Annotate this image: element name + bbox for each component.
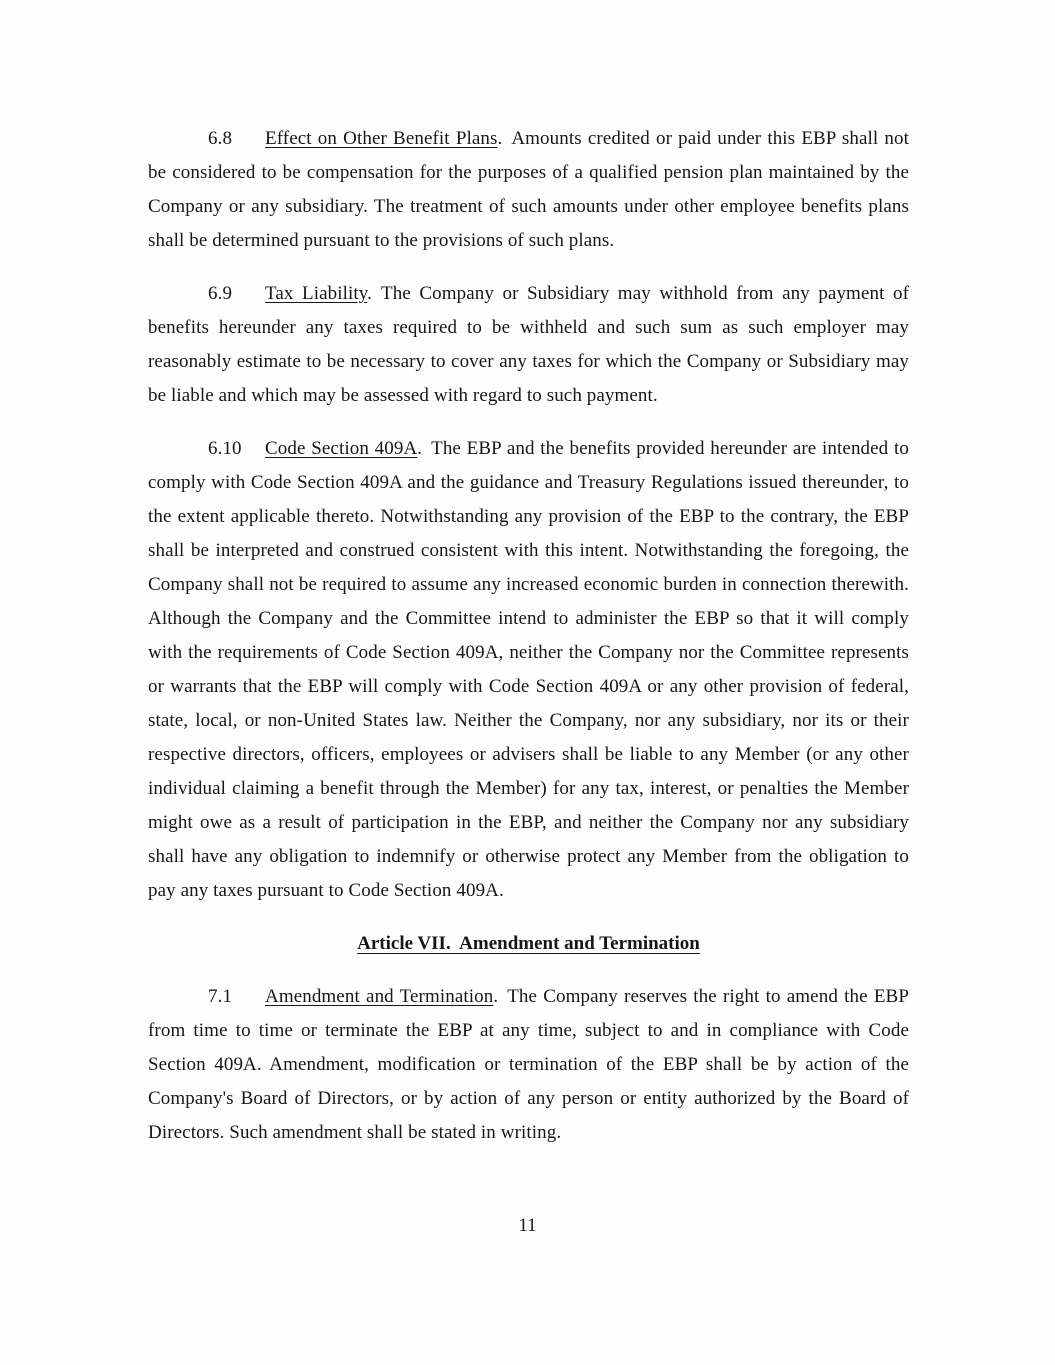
section-body: The Company or Subsidiary may withhold from any payment of benefits hereunder any taxes required to be withheld and such sum as such employer may reasonably estimate to be necessary to cover any taxes for which the Company or Subsidiary may be liable and which may be assessed with regard to such payment. [148, 283, 909, 406]
section-6-9 [148, 277, 909, 413]
section-7-1 [148, 980, 909, 1150]
section-number: 7.1 [208, 986, 233, 1007]
section-title: Effect on Other Benefit Plans [265, 128, 498, 149]
section-body: The EBP and the benefits provided hereunder are intended to comply with Code Section 409A and the guidance and Treasury Regulations issued thereunder, to the extent applicable thereto. Notwithstanding any provision of the EBP to the contrary, the EBP shall be interpreted and construed consistent with this intent. Notwithstanding the foregoing, the Company shall not be required to assume any increased economic burden in connection therewith. Although the Company and the Committee intend to administer the EBP so that it will comply with the requirements of Code Section 409A, neither the Company nor the Committee represents or warrants that the EBP will comply with Code Section 409A or any other provision of federal, state, local, or non-United States law. Neither the Company, nor any subsidiary, nor its or their respective directors, officers, employees or advisers shall be liable to any Member (or any other individual claiming a benefit through the Member) for any tax, interest, or penalties the Member might owe as a result of participation in the EBP, and neither the Company nor any subsidiary shall have any obligation to indemnify or otherwise protect any Member from the obligation to pay any taxes pursuant to Code Section 409A. [148, 438, 909, 901]
section-body: Amounts credited or paid under this EBP shall not be considered to be compensation for the purposes of a qualified pension plan maintained by the Company or any subsidiary. The treatment of such amounts under other employee benefits plans shall be determined pursuant to the provisions of such plans. [148, 128, 910, 251]
section-title-period: . [497, 128, 503, 149]
section-number: 6.8 [208, 128, 233, 149]
section-title-period: . [367, 283, 372, 304]
section-title-period: . [493, 986, 499, 1007]
section-title: Amendment and Termination [265, 986, 494, 1007]
section-6-8 [148, 122, 909, 258]
section-number: 6.10 [208, 438, 242, 459]
section-body: The Company reserves the right to amend the EBP from time to time or terminate the EBP at any time, subject to and in compliance with Code Section 409A. Amendment, modification or termination of the EBP shall be by action of the Company's Board of Directors, or by action of any person or entity authorized by the Board of Directors. Such amendment shall be stated in writing. [148, 986, 909, 1143]
section-title-period: . [417, 438, 423, 459]
section-6-10 [148, 432, 909, 908]
section-number: 6.9 [208, 283, 233, 304]
document-content [148, 122, 909, 1169]
section-title: Code Section 409A [265, 438, 418, 459]
article-heading [148, 927, 909, 961]
page-number: 11 [518, 1215, 537, 1236]
section-title: Tax Liability [265, 283, 368, 304]
article-heading-text: Article VII. Amendment and Termination [357, 933, 700, 954]
